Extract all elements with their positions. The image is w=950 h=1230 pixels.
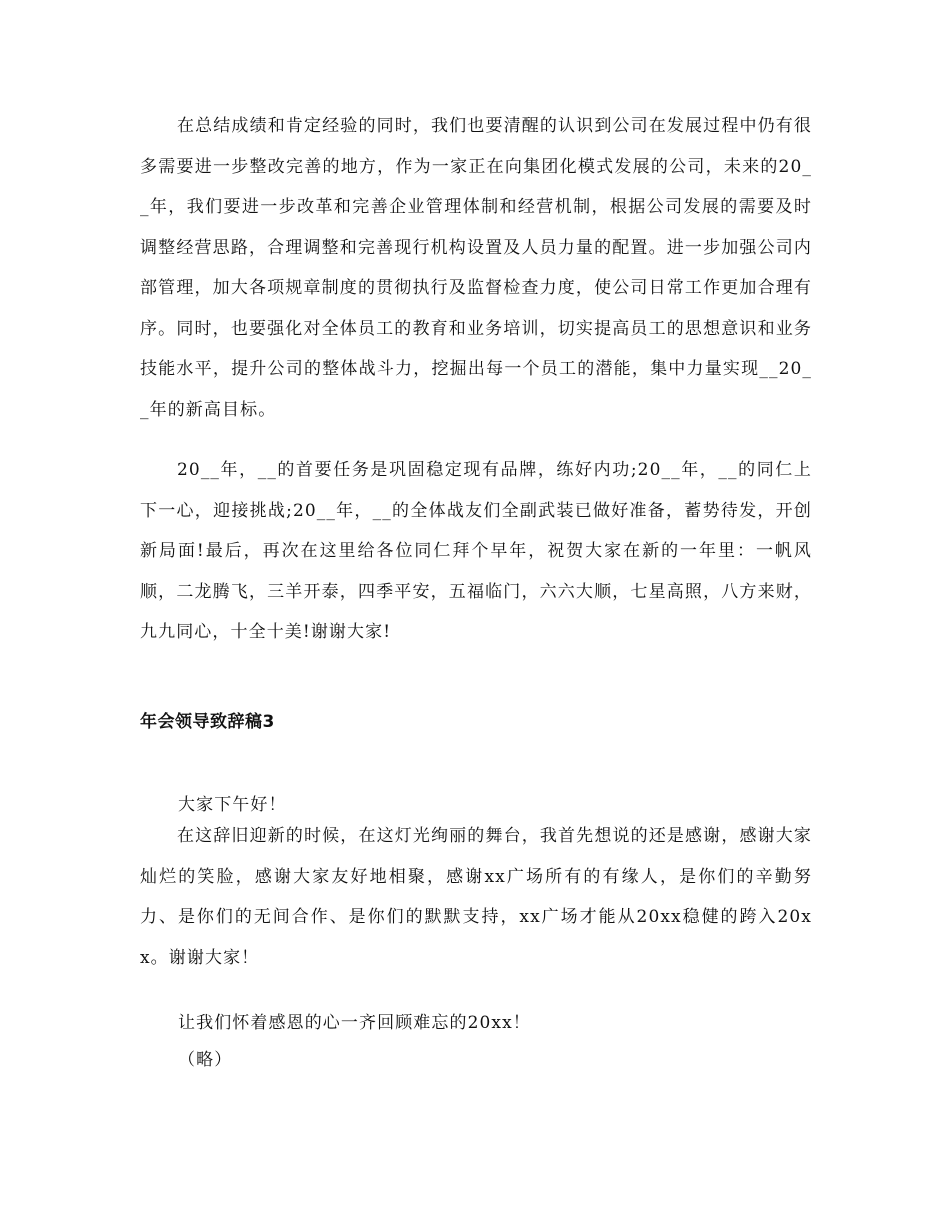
paragraph-new-year-wishes: 20__年，__的首要任务是巩固稳定现有品牌，练好内功;20__年，__的同仁上下一心，迎接挑战;20__年，__的全体战友们全副武装已做好准备，蓄势待发，开创新局面!最后，再次在这里给各位同仁拜个早年，祝贺大家在新的一年里：一帆风顺，二龙腾飞，三羊开泰，四季平安，五福临门，六六大顺，七星高照，八方来财，九九同心，十全十美!谢谢大家! [140,460,812,642]
paragraph-review: 让我们怀着感恩的心一齐回顾难忘的20xx！ [178,1013,531,1033]
omitted-note: （略） [178,1050,233,1070]
section-heading: 年会领导致辞稿3 [140,712,275,732]
paragraph-thanks: 在这辞旧迎新的时候，在这灯光绚丽的舞台，我首先想说的还是感谢，感谢大家灿烂的笑脸，感谢大家友好地相聚，感谢xx广场所有的有缘人，是你们的辛勤努力、是你们的无间合作、是你们的默默支持，xx广场才能从20xx稳健的跨入20xx。谢谢大家！ [140,826,812,968]
greeting-line: 大家下午好！ [178,795,287,815]
paragraph-company-improvement: 在总结成绩和肯定经验的同时，我们也要清醒的认识到公司在发展过程中仍有很多需要进一步整改完善的地方，作为一家正在向集团化模式发展的公司，未来的20__年，我们要进一步改革和完善企业管理体制和经营机制，根据公司发展的需要及时调整经营思路，合理调整和完善现行机构设置及人员力量的配置。进一步加强公司内部管理，加大各项规章制度的贯彻执行及监督检查力度，使公司日常工作更加合理有序。同时，也要强化对全体员工的教育和业务培训，切实提高员工的思想意识和业务技能水平，提升公司的整体战斗力，挖掘出每一个员工的潜能，集中力量实现__20__年的新高目标。 [140,116,812,420]
